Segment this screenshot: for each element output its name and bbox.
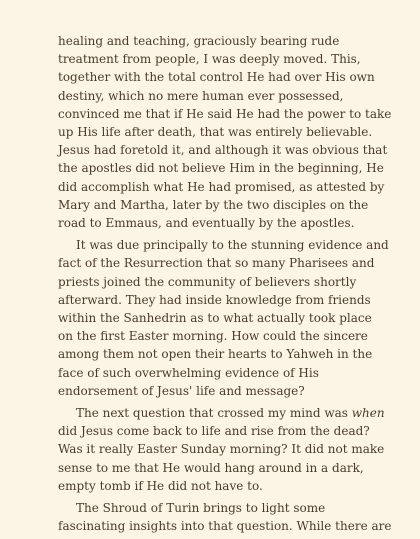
text-line: face of such overwhelming evidence of His [58,365,319,380]
text-line: did Jesus come back to life and rise from the dead? [58,424,370,439]
text-line: road to Emmaus, and eventually by the apostles. [58,216,355,231]
text-line: treatment from people, I was deeply moved. This, [58,52,361,67]
emphasis: when [351,406,385,421]
text-line: up His life after death, that was entirely believable. [58,125,373,140]
paragraph [58,236,404,400]
text-line: within the Sanhedrin as to what actually took place [58,311,372,326]
text-run: The next question that crossed my mind was [76,406,352,421]
text-line: priests joined the community of believers shortly [58,274,357,289]
text-line: Mary and Martha, later by the two disciples on the [58,197,369,212]
text-line: healing and teaching, graciously bearing rude [58,34,340,48]
text-line: fact of the Resurrection that so many Pharisees and [58,256,375,271]
text-line: did accomplish what He had promised, as attested by [58,179,385,194]
text-line: fascinating insights into that question. While there are [58,519,392,534]
text-line [58,404,404,422]
text-line: Was it really Easter Sunday morning? It did not make [58,442,385,457]
text-line: afterward. They had inside knowledge from friends [58,292,371,307]
book-page [58,32,404,539]
text-line: endorsement of Jesus' life and message? [58,383,305,398]
text-line: among them not open their hearts to Yahweh in the [58,347,373,362]
paragraph [58,32,404,232]
paragraph [58,404,404,495]
text-line: empty tomb if He did not have to. [58,478,263,493]
text-line: the apostles did not believe Him in the beginning, He [58,161,384,176]
text-line: The Shroud of Turin brings to light some [76,501,326,516]
text-line: It was due principally to the stunning evidence and [76,238,389,253]
text-line: on the first Easter morning. How could the sincere [58,329,368,344]
text-line: destiny, which no mere human ever possessed, [58,88,344,103]
text-line: Jesus had foretold it, and although it was obvious that [58,143,388,158]
text-line: convinced me that if He said He had the power to take [58,106,392,121]
paragraph [58,499,404,535]
text-line: sense to me that He would hang around in a dark, [58,460,364,475]
text-line: together with the total control He had over His own [58,70,375,85]
